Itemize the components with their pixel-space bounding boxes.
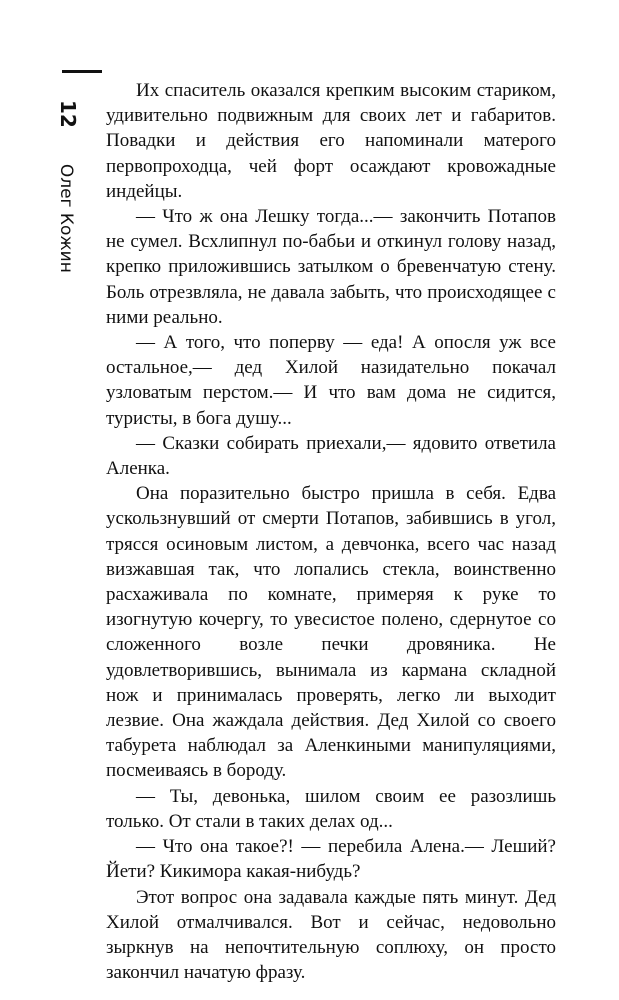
paragraph: Их спаситель оказался крепким высоким стариком, удивительно подвижным для своих лет и габаритов. Повадки и действия его напоминали матерого первопроходца, чей форт осаждают кровожадные индейцы.: [106, 80, 556, 202]
paragraph: — Сказки собирать приехали,— ядовито ответила Аленка.: [106, 432, 556, 480]
header-rule: [62, 70, 102, 73]
paragraph: Она поразительно быстро пришла в себя. Едва ускользнувший от смерти Потапов, забившись в угол, трясся осиновым листом, а девчонка, всего час назад визжавшая так, что лопались стекла, воинственно расхаживала по комнате, примеряя к руке то изогнутую кочергу, то увесистое полено, сдернутое со сложенного возле печки дровяника. Не удовлетворившись, вынимала из кармана складной нож и принималась проверять, легко ли выходит лезвие. Она жаждала действия. Дед Хилой со своего табурета наблюдал за Аленкиными манипуляциями, посмеиваясь в бороду.: [106, 483, 556, 782]
page-number: 12: [56, 100, 80, 128]
running-header: [58, 100, 102, 310]
paragraph: — А того, что поперву — еда! А опосля уж все остальное,— дед Хилой назидательно покачал узловатым перстом.— И что вам дома не сидится, туристы, в бога душу...: [106, 332, 556, 429]
paragraph: Этот вопрос она задавала каждые пять минут. Дед Хилой отмалчивался. Вот и сейчас, недовольно зыркнув на непочтительную соплюху, он просто закончил начатую фразу.: [106, 886, 556, 984]
body-text: [106, 78, 556, 985]
paragraph: — Что ж она Лешку тогда...— закончить Потапов не сумел. Всхлипнул по-бабьи и откинул голову назад, крепко приложившись затылком о бревенчатую стену. Боль отрезвляла, не давала забыть, что происходящее с ними реально.: [106, 206, 556, 328]
paragraph: — Ты, девонька, шилом своим ее разозлишь только. От стали в таких делах од...: [106, 785, 556, 832]
paragraph: — Что она такое?! — перебила Алена.— Леший? Йети? Кикимора какая-нибудь?: [106, 836, 556, 883]
author-name: Олег Кожин: [56, 163, 76, 273]
